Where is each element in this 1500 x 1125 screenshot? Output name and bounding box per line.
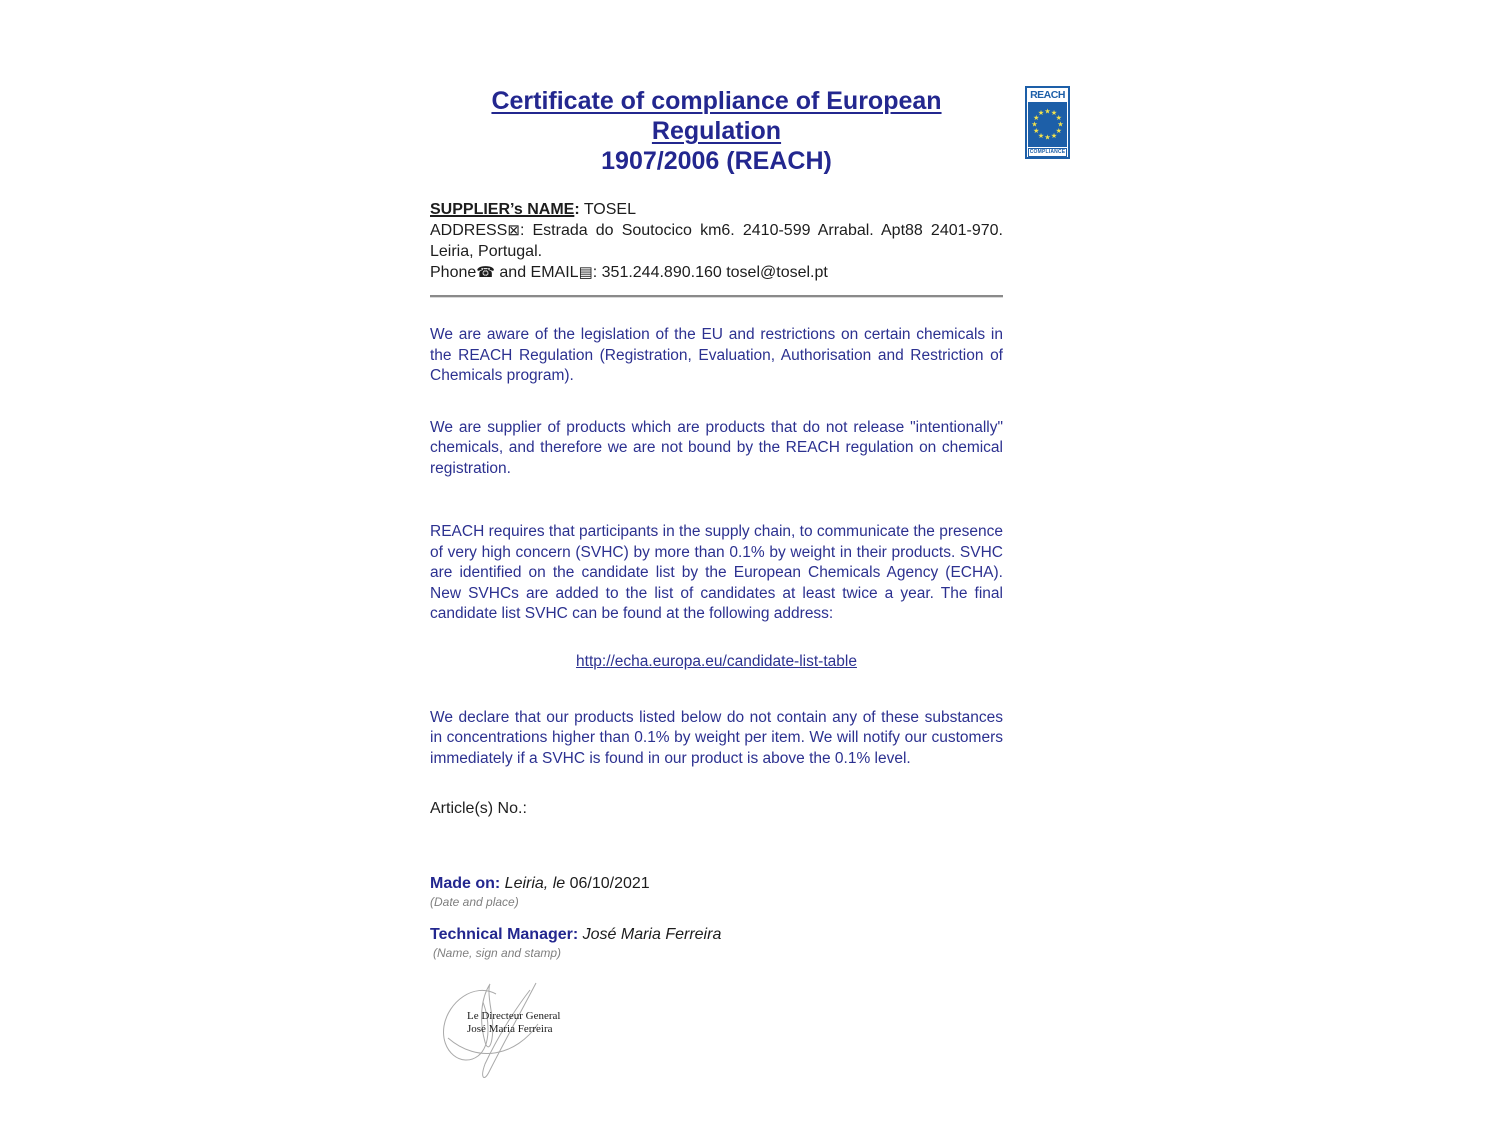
technical-manager-label: Technical Manager: [430,926,579,943]
eu-star-icon: ★ [1044,108,1051,115]
eu-star-icon: ★ [1037,132,1045,140]
eu-star-icon: ★ [1050,132,1058,140]
telephone-icon: ☎ [476,264,495,281]
made-on-place: Leiria, le [500,875,566,892]
signature-area [434,980,634,1095]
supplier-name-label: SUPPLIER’s NAME [430,201,575,218]
computer-icon: ▤ [578,264,593,281]
phone-label: Phone [430,264,477,281]
page-title [430,86,1003,176]
eu-star-icon: ★ [1057,121,1064,128]
paragraph-declaration: We declare that our products listed below do not contain any of these substances in concentrations higher than 0.1% by weight per item. We will notify our customers immediately if a SVHC is found in our product is above the 0.1% level. [430,708,1003,767]
paragraph-supplier-statement: We are supplier of products which are products that do not release "intentionally" chemicals, and therefore we are not bound by the REACH regulation on chemical registration. [430,418,1003,477]
signature-scribble [434,980,634,1095]
sign-stamp-note: (Name, sign and stamp) [433,946,562,960]
signature-stamp-text [467,1010,560,1036]
address-value: : Estrada do Soutocico km6. 2410-599 Arrabal. Apt88 2401-970. Leiria, Portugal. [430,222,1003,260]
reach-compliance-logo [1025,86,1070,159]
eu-star-icon: ★ [1033,127,1040,135]
supplier-name-line [430,199,1003,220]
technical-manager-name: José Maria Ferreira [578,926,722,943]
signature-title: Le Directeur General [467,1010,561,1022]
title-line-2: 1907/2006 (REACH) [601,147,832,175]
horizontal-rule [430,295,1003,298]
technical-manager-line [430,925,1003,945]
eu-star-icon: ★ [1044,134,1051,141]
address-label: ADDRESS [430,222,508,239]
candidate-list-link-row [430,651,1003,672]
made-on-label: Made on: [430,875,501,892]
date-place-note: (Date and place) [430,895,519,909]
eu-star-icon: ★ [1033,114,1040,122]
logo-reach-label: REACH [1030,89,1065,101]
eu-star-icon: ★ [1055,127,1062,135]
candidate-list-link[interactable]: http://echa.europa.eu/candidate-list-table [576,652,857,670]
supplier-name-value: TOSEL [579,201,636,218]
document-page [430,86,1003,1095]
articles-number-label: Article(s) No.: [430,800,527,817]
supplier-block [430,199,1003,283]
eu-star-icon: ★ [1050,109,1058,117]
signature-name: José Maria Ferreira [467,1023,553,1035]
eu-star-icon: ★ [1031,121,1038,128]
email-label: and EMAIL [494,264,579,281]
supplier-address-line [430,220,1003,262]
supplier-contact-line [430,262,1003,283]
contact-value: : 351.244.890.160 tosel@tosel.pt [592,264,828,281]
logo-compliance-label: COMPLIANCE [1029,149,1066,155]
made-on-line [430,874,1003,894]
supplier-name-colon: : [574,201,580,218]
eu-stars-panel [1028,102,1067,147]
paragraph-reach-requirements: REACH requires that participants in the supply chain, to communicate the presence of very high concern (SVHC) by more than 0.1% by weight in their products. SVHC are identified on the candidate list by the European Chemicals Agency (ECHA). New SVHCs are added to the list of candidates at least twice a year. The final candidate list SVHC can be found at the following address: [430,523,1003,622]
envelope-icon: ⊠ [507,222,520,239]
eu-star-icon: ★ [1037,109,1045,117]
paragraph-awareness: We are aware of the legislation of the EU and restrictions on certain chemicals in the REACH Regulation (Registration, Evaluation, Authorisation and Restriction of Chemicals program). [430,326,1003,384]
eu-star-icon: ★ [1055,114,1062,122]
made-on-date: 06/10/2021 [565,875,650,892]
title-line-1: Certificate of compliance of European Regulation [491,87,942,145]
